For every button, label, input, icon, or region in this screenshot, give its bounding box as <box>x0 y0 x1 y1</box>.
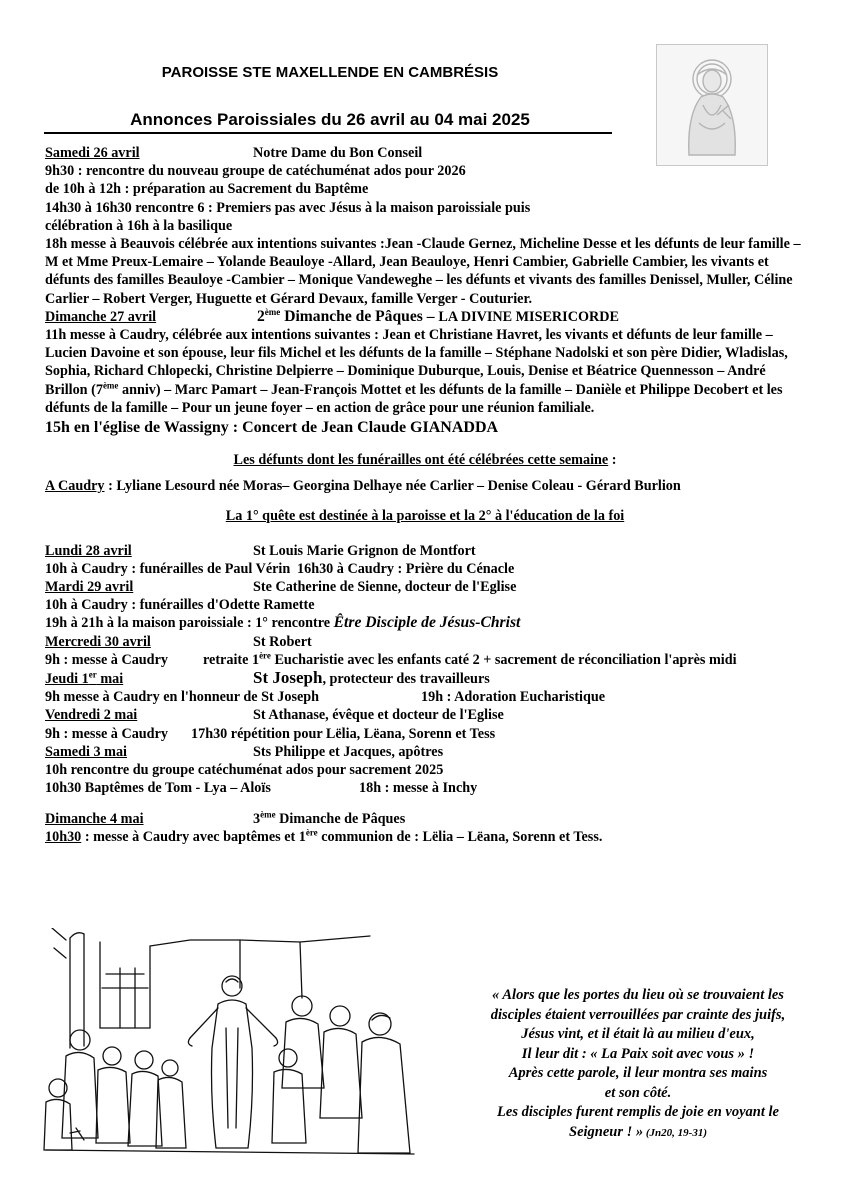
announcement-line: 9h messe à Caudry en l'honneur de St Joseph 19h : Adoration Eucharistique <box>45 689 606 706</box>
quote-line: Après cette parole, il leur montra ses mains <box>508 1065 768 1081</box>
quote-line: Seigneur ! » (Jn20, 19-31) <box>569 1123 707 1140</box>
risen-jesus-disciples-illustration <box>40 928 420 1158</box>
samedi-26-header <box>45 144 805 162</box>
announcement-line: 14h30 à 16h30 rencontre 6 : Premiers pas avec Jésus à la maison paroissiale puis <box>45 199 531 216</box>
dimanche-27-header <box>45 308 805 326</box>
feast-label: St Joseph <box>253 668 323 688</box>
day-label: Dimanche 27 avril <box>45 308 157 325</box>
concert-line: 15h en l'église de Wassigny : Concert de Jean Claude GIANADDA <box>45 419 499 437</box>
parish-title: PAROISSE STE MAXELLENDE EN CAMBRÉSIS <box>161 64 499 81</box>
announcements-title: Annonces Paroissiales du 26 avril au 04 mai 2025 <box>130 110 530 129</box>
mardi-header <box>45 578 805 596</box>
feast-label: 3ème Dimanche de Pâques <box>253 808 406 827</box>
announcement-line: de 10h à 12h : préparation au Sacrement du Baptême <box>45 181 369 198</box>
feast-label: Sts Philippe et Jacques, apôtres <box>253 743 444 760</box>
vendredi-header <box>45 706 805 724</box>
feast-label: 2ème Dimanche de Pâques – <box>257 306 439 325</box>
mass-intentions-beauvois: 18h messe à Beauvois célébrée aux intentions suivantes :Jean -Claude Gernez, Micheline Desse et les défunts de leur famille – M et Mme Preux-Lemaire – Yolande Beauloye -Allard, Jean Beauloye, Henri Cambier, Gabrielle Cambier, les vivants et défunts des familles Beauloye -Cambier – Monique Vandeweghe – les défunts et vivants des familles Denissel, Muller, Céline Carlier – Robert Verger, Huguette et Gérard Devaux, famille Verger - Couturier. <box>45 236 801 307</box>
feast-label: St Louis Marie Grignon de Montfort <box>253 542 476 559</box>
day-label: Samedi 3 mai <box>45 743 127 760</box>
day-label: Samedi 26 avril <box>45 145 140 161</box>
day-label: Lundi 28 avril <box>45 542 132 559</box>
quote-line: et son côté. <box>604 1084 672 1101</box>
announcement-line: 9h : messe à Caudry retraite 1ère Eucharistie avec les enfants caté 2 + sacrement de réconciliation l'après midi <box>45 650 737 668</box>
announcement-line: 9h : messe à Caudry 17h30 répétition pour Lëlia, Lëana, Sorenn et Tess <box>45 725 496 742</box>
quote-line: Jésus vint, et il était là au milieu d'eux, <box>521 1026 755 1042</box>
quote-reference: (Jn20, 19-31) <box>643 1126 707 1139</box>
jeudi-header: Jeudi 1er mai St Joseph, protecteur des travailleurs <box>45 668 490 688</box>
quote-line: Il leur dit : « La Paix soit avec vous » ! <box>521 1045 755 1062</box>
day-label: Vendredi 2 mai <box>45 707 138 724</box>
day-label: Jeudi 1er mai <box>45 669 124 688</box>
announcement-line: 10h à Caudry : funérailles de Paul Vérin 16h30 à Caudry : Prière du Cénacle <box>45 560 515 577</box>
day-label: Dimanche 4 mai <box>45 810 144 827</box>
funerals-heading: Les défunts dont les funérailles ont été célébrées cette semaine : <box>233 452 617 469</box>
announcement-line: 10h30 : messe à Caudry avec baptêmes et 1ère communion de : Lëlia – Lëana, Sorenn et Tess. <box>45 826 603 845</box>
mercredi-header <box>45 633 805 651</box>
collection-note: La 1° quête est destinée à la paroisse et la 2° à l'éducation de la foi <box>225 508 625 525</box>
announcement-line: célébration à 16h à la basilique <box>45 217 233 234</box>
announcement-line: 10h30 Baptêmes de Tom - Lya – Aloïs 18h : messe à Inchy <box>45 780 478 797</box>
funerals-list: A Caudry : Lyliane Lesourd née Moras– Georgina Delhaye née Carlier – Denise Coleau - Gérard Burlion <box>45 478 681 495</box>
feast-label: Ste Catherine de Sienne, docteur de l'Eglise <box>253 579 517 596</box>
feast-caps-label: LA DIVINE MISERICORDE <box>438 308 619 325</box>
feast-label: St Athanase, évêque et docteur de l'Eglise <box>253 707 504 724</box>
feast-label: Notre Dame du Bon Conseil <box>253 145 423 161</box>
quote-line: Les disciples furent remplis de joie en voyant le <box>497 1104 779 1120</box>
quote-line: disciples étaient verrouillées par crainte des juifs, <box>490 1006 786 1023</box>
dimanche-4-header <box>45 810 805 828</box>
announcement-line: 10h à Caudry : funérailles d'Odette Ramette <box>45 597 315 614</box>
announcement-line: 19h à 21h à la maison paroissiale : 1° rencontre Être Disciple de Jésus-Christ <box>45 614 521 632</box>
day-label: Mardi 29 avril <box>45 579 134 596</box>
quote-line: « Alors que les portes du lieu où se trouvaient les <box>492 987 784 1003</box>
day-label: Mercredi 30 avril <box>45 633 151 650</box>
title-rule <box>44 132 612 134</box>
feast-label: St Robert <box>253 633 312 650</box>
lundi-header <box>45 542 805 560</box>
announcement-line: 9h30 : rencontre du nouveau groupe de catéchuménat ados pour 2026 <box>45 163 466 180</box>
samedi-3-header <box>45 743 805 761</box>
gospel-quote <box>452 986 824 1143</box>
mass-intentions-caudry: 11h messe à Caudry, célébrée aux intentions suivantes : Jean et Christiane Havret, les vivants et défunts de leur famille – Lucien Davoine et son épouse, leur fils Michel et les défunts de la famille – Stéphane Nadolski et son père Didier, Wladislas, Sophia, Richard Chlopecki, Christine Delpierre – Dominique Duburque, Louis, Denise et Béatrice Quennesson – André Brillon (7ème anniv) – Marc Pamart – Jean-François Mottet et les défunts de la famille – Danièle et Philippe Decobert et les défunts de la famille – Pour un jeune foyer – en action de grâce pour une réunion familiale. <box>45 327 788 416</box>
announcements-body <box>45 144 805 846</box>
announcement-line: 10h rencontre du groupe catéchuménat ados pour sacrement 2025 <box>45 762 444 779</box>
